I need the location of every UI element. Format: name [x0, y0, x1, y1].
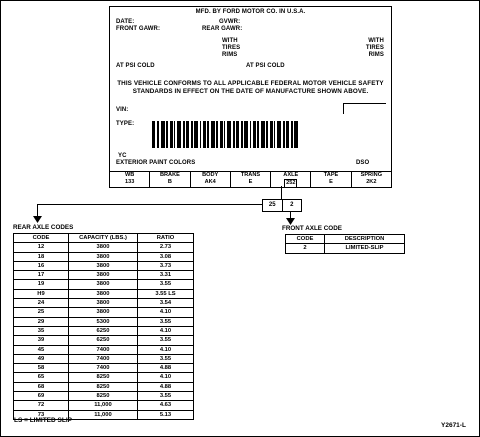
barcode: [152, 121, 336, 148]
ratio-cell: 3.55: [138, 317, 194, 326]
table-row: [14, 354, 194, 363]
table-row: [14, 392, 194, 401]
axle-leader-line: [281, 186, 282, 199]
rear-gawr-field: REAR GAWR:: [202, 26, 243, 32]
capacity-cell: 3800: [69, 261, 138, 270]
front-axle-table: [285, 234, 405, 254]
capacity-cell: 7400: [69, 364, 138, 373]
front-tires: TIRES: [222, 45, 241, 51]
ratio-cell: 4.10: [138, 308, 194, 317]
table-row: [14, 345, 194, 354]
header-ratio: RATIO: [138, 234, 194, 243]
code-cell: 58: [14, 364, 69, 373]
code-cell: 72: [14, 401, 69, 410]
rear-psi-cold: AT PSI COLD: [246, 63, 285, 69]
front-psi-cold: AT PSI COLD: [116, 63, 155, 69]
front-arrow-icon: [286, 218, 295, 225]
ratio-cell: 3.55: [138, 280, 194, 289]
table-row: [14, 326, 194, 335]
table-header-row: [14, 234, 194, 243]
table-row: [14, 364, 194, 373]
front-axle-title: FRONT AXLE CODE: [282, 225, 342, 232]
capacity-cell: 3800: [69, 308, 138, 317]
rear-axle-table: [13, 233, 194, 420]
front-rims: RIMS: [222, 52, 238, 58]
code-cell: 25: [14, 308, 69, 317]
table-row: [14, 317, 194, 326]
code-spring: SPRING 2K2: [360, 172, 383, 185]
code-cell: 73: [14, 410, 69, 419]
table-row: [14, 336, 194, 345]
front-with: WITH: [222, 38, 238, 44]
yc-code: YC: [118, 153, 127, 159]
rear-tires: TIRES: [365, 45, 384, 51]
ratio-cell: 2.73: [138, 243, 194, 252]
front-gawr-field: FRONT GAWR:: [116, 26, 161, 32]
code-cell: 49: [14, 354, 69, 363]
capacity-cell: 11,000: [69, 401, 138, 410]
code-tape: TAPE E: [311, 172, 351, 188]
capacity-cell: 3800: [69, 280, 138, 289]
code-cell: 12: [14, 243, 69, 252]
table-row: [14, 261, 194, 270]
ratio-cell: 3.55 LS: [138, 289, 194, 298]
vin-field: VIN:: [116, 107, 129, 113]
code-cell: 17: [14, 271, 69, 280]
code-cell: 69: [14, 392, 69, 401]
vehicle-code-row: [110, 171, 391, 188]
capacity-cell: 5300: [69, 317, 138, 326]
code-cell: 16: [14, 261, 69, 270]
ratio-cell: 3.55: [138, 392, 194, 401]
ratio-cell: 4.10: [138, 345, 194, 354]
table-header-row: [286, 235, 405, 244]
code-brake: BRAKE B: [150, 172, 190, 188]
code-cell: 24: [14, 299, 69, 308]
table-row: [14, 271, 194, 280]
table-row: [14, 289, 194, 298]
table-row: [286, 244, 405, 253]
code-cell: 29: [14, 317, 69, 326]
footnote: LS = LIMITED SLIP: [14, 417, 72, 424]
capacity-cell: 11,000: [69, 410, 138, 419]
rear-axle-title: REAR AXLE CODES: [13, 224, 74, 231]
rear-with: WITH: [368, 38, 384, 44]
code-trans: TRANS E: [231, 172, 271, 188]
header-code: CODE: [286, 235, 325, 244]
table-row: [14, 280, 194, 289]
capacity-cell: 8250: [69, 392, 138, 401]
axle-code-callout: [262, 199, 302, 212]
capacity-cell: 3800: [69, 271, 138, 280]
axle-code-box: 252: [286, 180, 296, 186]
date-field: DATE:: [116, 19, 135, 25]
ratio-cell: 4.63: [138, 401, 194, 410]
capacity-cell: 3800: [69, 252, 138, 261]
code-wb: WB 133: [110, 172, 150, 188]
front-axle-code: 2: [290, 202, 294, 208]
ratio-cell: 3.55: [138, 354, 194, 363]
header-capacity: CAPACITY (LBS.): [69, 234, 138, 243]
front-description-cell: LIMITED-SLIP: [325, 244, 405, 253]
certification-label: [109, 6, 392, 188]
header-code: CODE: [14, 234, 69, 243]
ratio-cell: 3.54: [138, 299, 194, 308]
rear-axle-code: 25: [263, 200, 283, 211]
ratio-cell: 5.13: [138, 410, 194, 419]
rear-rims: RIMS: [368, 52, 384, 58]
code-cell: 18: [14, 252, 69, 261]
conformity-statement: THIS VEHICLE CONFORMS TO ALL APPLICABLE FEDERAL MOTOR VEHICLE SAFETY STANDARDS IN EFFECT ON THE DATE OF MANUFACTURE SHOWN ABOVE.: [117, 80, 384, 95]
table-row: [14, 299, 194, 308]
table-row: [14, 308, 194, 317]
code-cell: 68: [14, 382, 69, 391]
ratio-cell: 4.88: [138, 382, 194, 391]
capacity-cell: 3800: [69, 289, 138, 298]
code-cell: 39: [14, 336, 69, 345]
capacity-cell: 6250: [69, 336, 138, 345]
code-cell: 35: [14, 326, 69, 335]
capacity-cell: 8250: [69, 382, 138, 391]
ratio-cell: 4.88: [138, 364, 194, 373]
capacity-cell: 7400: [69, 345, 138, 354]
code-cell: 19: [14, 280, 69, 289]
rear-arrow-icon: [33, 216, 42, 223]
capacity-cell: 7400: [69, 354, 138, 363]
type-field: TYPE:: [116, 121, 135, 127]
front-code-cell: 2: [286, 244, 325, 253]
paint-colors-label: EXTERIOR PAINT COLORS: [116, 160, 196, 166]
capacity-cell: 3800: [69, 299, 138, 308]
table-row: [14, 373, 194, 382]
table-row: [14, 252, 194, 261]
manufacturer-line: MFD. BY FORD MOTOR CO. IN U.S.A.: [195, 9, 306, 15]
dso-label: DSO: [356, 160, 370, 166]
code-body: BODY AK4: [191, 172, 231, 188]
table-row: [14, 382, 194, 391]
ratio-cell: 3.55: [138, 336, 194, 345]
ratio-cell: 4.10: [138, 326, 194, 335]
ratio-cell: 3.73: [138, 261, 194, 270]
ratio-cell: 3.31: [138, 271, 194, 280]
code-cell: H9: [14, 289, 69, 298]
vin-check-box: [343, 103, 386, 114]
capacity-cell: 8250: [69, 373, 138, 382]
table-row: [14, 401, 194, 410]
code-cell: 65: [14, 373, 69, 382]
code-axle: AXLE 252: [271, 172, 311, 188]
table-row: [14, 243, 194, 252]
ratio-cell: 4.10: [138, 373, 194, 382]
rear-leader-horizontal: [37, 204, 262, 205]
capacity-cell: 6250: [69, 326, 138, 335]
code-cell: 45: [14, 345, 69, 354]
header-description: DESCRIPTION: [325, 235, 405, 244]
gvwr-field: GVWR:: [219, 19, 241, 25]
figure-id: Y2671-L: [441, 422, 466, 429]
ratio-cell: 3.08: [138, 252, 194, 261]
capacity-cell: 3800: [69, 243, 138, 252]
